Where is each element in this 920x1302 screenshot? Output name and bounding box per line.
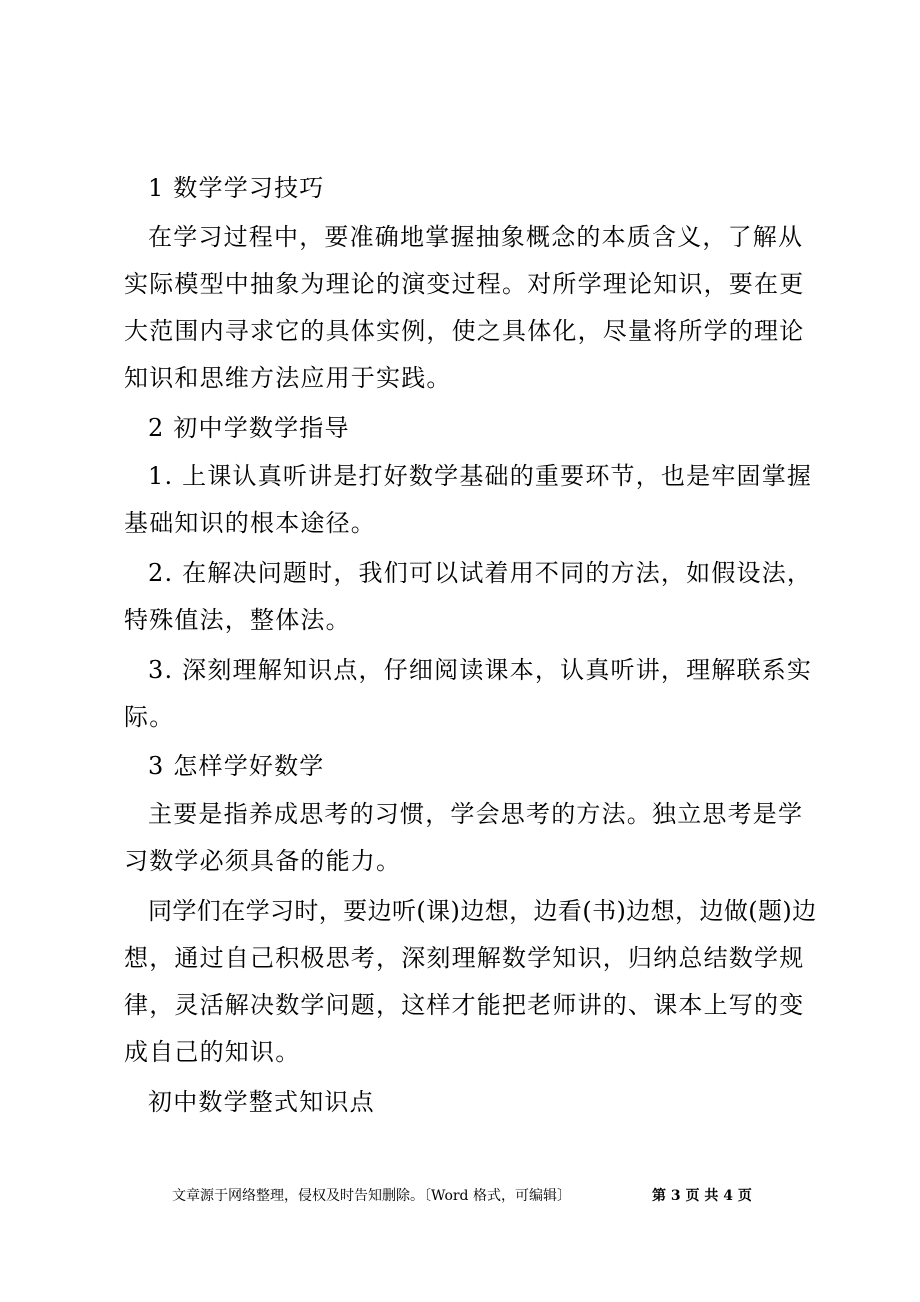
- paragraph-line: 习数学必须具备的能力。: [124, 847, 402, 875]
- list-item-line: 1. 上课认真听讲是打好数学基础的重要环节，也是牢固掌握: [148, 462, 813, 490]
- section-heading-4: 初中数学整式知识点: [148, 1088, 375, 1116]
- paragraph-line: 大范围内寻求它的具体实例，使之具体化，尽量将所学的理论: [124, 317, 805, 345]
- list-item-line: 际。: [124, 703, 175, 731]
- section-heading-2: 2 初中学数学指导: [148, 414, 350, 442]
- footer-note: 文章源于网络整理，侵权及时告知删除。〔Word 格式，可编辑〕: [172, 1188, 571, 1204]
- paragraph-line: 想，通过自己积极思考，深刻理解数学知识，归纳总结数学规: [124, 944, 805, 972]
- paragraph-line: 在学习过程中，要准确地掌握抽象概念的本质含义，了解从: [148, 223, 804, 251]
- paragraph-line: 律，灵活解决数学问题，这样才能把老师讲的、课本上写的变: [124, 991, 805, 1019]
- section-heading-1: 1 数学学习技巧: [148, 174, 325, 202]
- list-item-line: 特殊值法，整体法。: [124, 606, 351, 634]
- list-item-line: 3. 深刻理解知识点，仔细阅读课本，认真听讲，理解联系实: [148, 656, 813, 684]
- paragraph-line: 主要是指养成思考的习惯，学会思考的方法。独立思考是学: [148, 800, 804, 828]
- paragraph-line: 同学们在学习时，要边听(课)边想，边看(书)边想，边做(题)边: [148, 897, 817, 925]
- paragraph-line: 实际模型中抽象为理论的演变过程。对所学理论知识，要在更: [124, 270, 805, 298]
- page-number: 第 3 页 共 4 页: [652, 1188, 752, 1204]
- paragraph-line: 知识和思维方法应用于实践。: [124, 364, 452, 392]
- list-item-line: 基础知识的根本途径。: [124, 509, 376, 537]
- section-heading-3: 3 怎样学好数学: [148, 752, 325, 780]
- list-item-line: 2. 在解决问题时，我们可以试着用不同的方法，如假设法，: [148, 559, 813, 587]
- paragraph-line: 成自己的知识。: [124, 1038, 301, 1066]
